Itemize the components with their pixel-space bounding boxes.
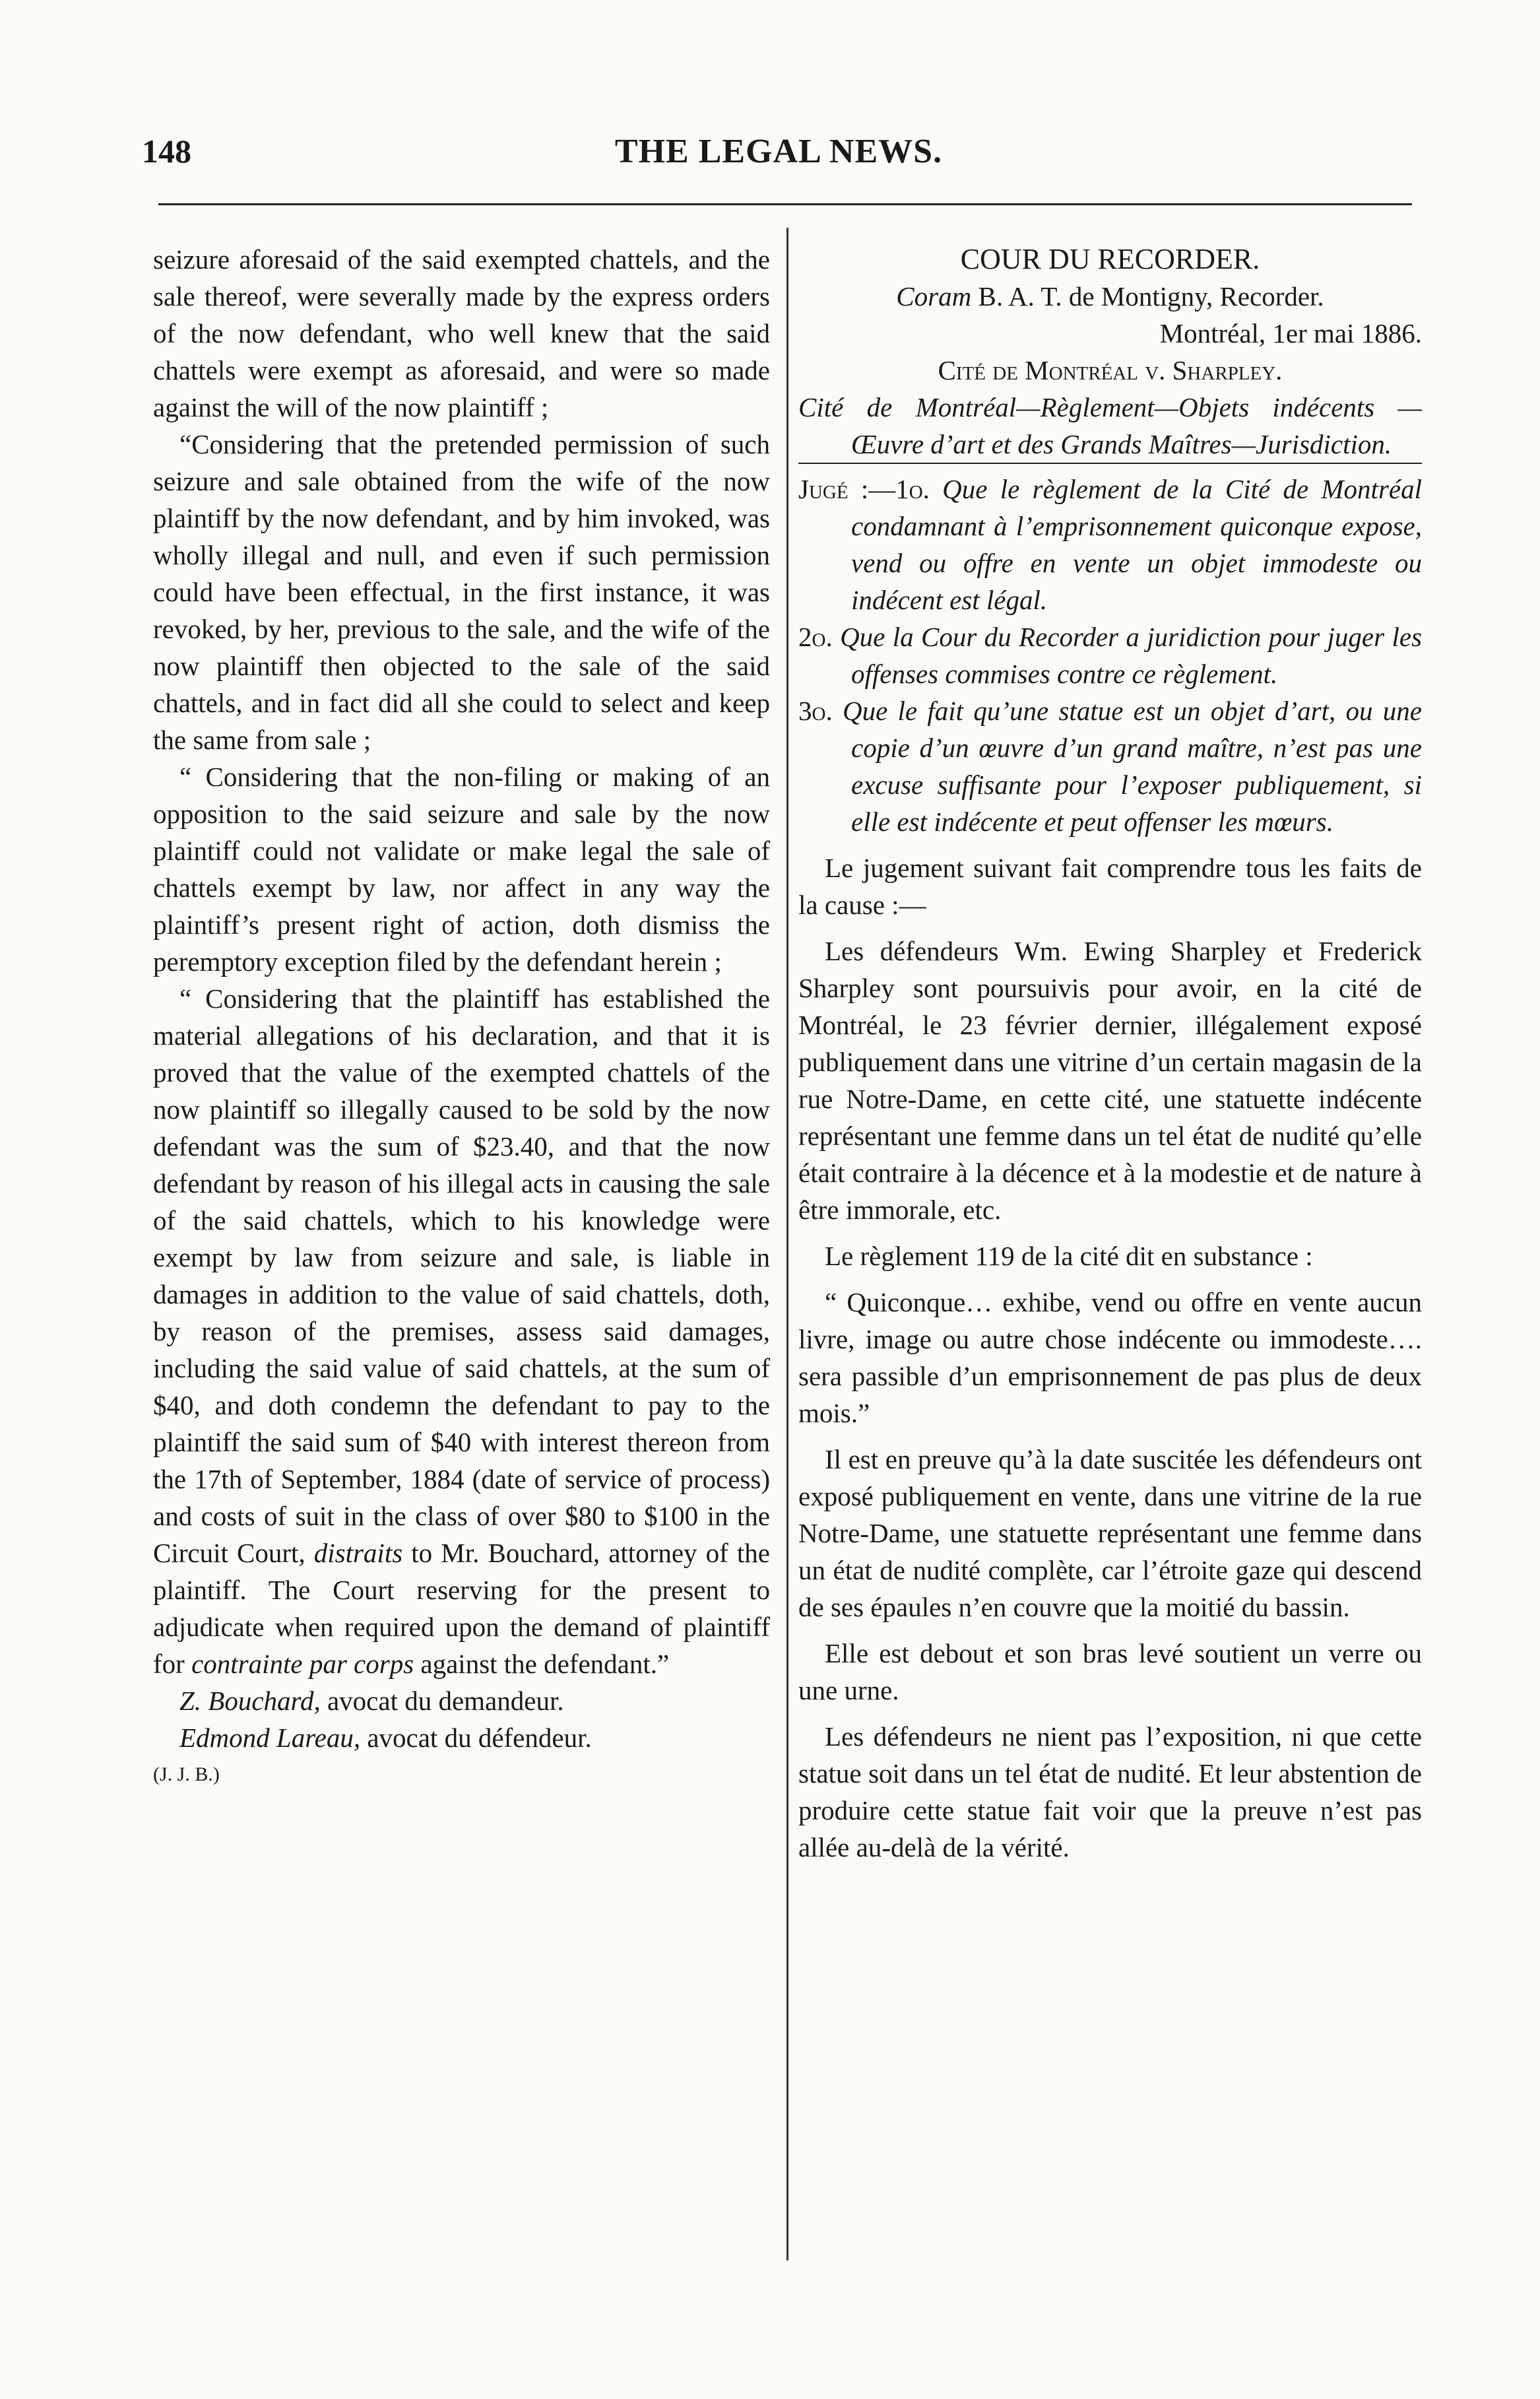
right-column bbox=[798, 241, 1422, 1866]
counsel-name: Z. Bouchard, bbox=[179, 1686, 321, 1716]
held-item bbox=[798, 463, 1422, 618]
held-text: Que le fait qu’une statue est un objet d’art, ou une copie d’un œuvre d’un grand maître, n’est pas une excuse suffisante pour l’exposer publiquement, si elle est indécente et peut offenser les mœurs. bbox=[842, 696, 1422, 837]
paragraph: Le règlement 119 de la cité dit en substance : bbox=[825, 1241, 1313, 1271]
judgment-text-1: “ Considering that the plaintiff has established the material allegations of his declaration, and that it is proved that the value of the exempted chattels of the now plaintiff so illegally caused to be sold by the now defendant was the sum of $23.40, and that the now defendant by reason of his illegal acts in causing the sale of the said chattels, which to his knowledge were exempt by law from seizure and sale, is liable in damages in addition to the value of said chattels, doth, by reason of the premises, assess said damages, including the said value of said chattels, at the sum of $40, and doth condemn the defendant to pay to the plaintiff the said sum of $40 with interest thereon from the 17th of September, 1884 (date of service of process) and costs of suit in the class of over $80 to $100 in the Circuit Court, bbox=[153, 983, 770, 1568]
quoted-bylaw: “ Quiconque… exhibe, vend ou offre en vente aucun livre, image ou autre chose indécente ou immodeste…. sera passible d’un emprisonnement de pas plus de deux mois.” bbox=[798, 1287, 1422, 1428]
column-divider bbox=[786, 228, 788, 2260]
header-rule bbox=[158, 203, 1412, 205]
left-column bbox=[153, 241, 770, 1793]
judgment-text-3: against the defendant.” bbox=[414, 1649, 670, 1679]
counsel-plaintiff bbox=[153, 1682, 770, 1719]
paragraph: Les défendeurs ne nient pas l’exposition, ni que cette statue soit dans un tel état de nudité. Et leur abstention de produire cette statue fait voir que la preuve n’est pas allée au-delà de la vérité. bbox=[798, 1721, 1422, 1862]
counsel-role: avocat du défendeur. bbox=[360, 1723, 592, 1753]
coram-rest: B. A. T. de Montigny, Recorder. bbox=[971, 281, 1324, 312]
paragraph: seizure aforesaid of the said exempted chattels, and the sale thereof, were severally made by the express orders of the now defendant, who well knew that the said chattels were exempt as aforesaid, and were so made against the will of the now plaintiff ; bbox=[153, 244, 770, 422]
held-label: 2o. bbox=[798, 622, 841, 652]
counsel-role: avocat du demandeur. bbox=[320, 1686, 564, 1716]
paragraph: Elle est debout et son bras levé soutient un verre ou une urne. bbox=[798, 1638, 1422, 1705]
held-text: Que la Cour du Recorder a juridiction pour juger les offenses commises contre ce règlement. bbox=[840, 622, 1422, 689]
held-text: Que le règlement de la Cité de Montréal condamnant à l’emprisonnement quiconque expose, vend ou offre en vente un objet immodeste ou indécent est légal. bbox=[851, 474, 1422, 615]
case-summary: Cité de Montréal—Règlement—Objets indécents —Œuvre d’art et des Grands Maîtres—Jurisdiction. bbox=[798, 392, 1422, 459]
paragraph: Le jugement suivant fait comprendre tous les faits de la cause :— bbox=[798, 853, 1422, 920]
judgment-text-2: to Mr. Bouchard, attorney of the plaintiff. The Court reserving for the present to adjudicate when required upon the demand of plaintiff for bbox=[153, 1538, 770, 1679]
reporter-initials: (J. J. B.) bbox=[153, 1763, 220, 1785]
paragraph: “Considering that the pretended permission of such seizure and sale obtained from the wife of the now plaintiff by the now defendant, and by him invoked, was wholly illegal and null, and even if such permission could have been effectual, in the first instance, it was revoked, by her, previous to the sale, and the wife of the now plaintiff then objected to the sale of the said chattels, and in fact did all she could to select and keep the same from sale ; bbox=[153, 429, 770, 755]
page-header bbox=[142, 132, 1415, 185]
distraits-term: distraits bbox=[313, 1538, 403, 1568]
case-parties: Cité de Montréal v. Sharpley. bbox=[938, 355, 1283, 385]
paragraph: “ Considering that the non-filing or making of an opposition to the said seizure and sale by the now plaintiff could not validate or make legal the sale of chattels exempt by law, nor affect in any way the plaintiff’s present right of action, doth dismiss the peremptory exception filed by the defendant herein ; bbox=[153, 762, 770, 977]
coram-line bbox=[798, 278, 1422, 315]
contrainte-term: contrainte par corps bbox=[191, 1649, 414, 1679]
held-label: 3o. bbox=[798, 696, 843, 726]
counsel-name: Edmond Lareau, bbox=[179, 1723, 361, 1753]
page-number: 148 bbox=[142, 133, 191, 170]
held-item bbox=[798, 692, 1422, 840]
judgment-paragraph bbox=[153, 980, 770, 1682]
held-label: Jugé :—1o. bbox=[798, 474, 943, 504]
coram-word: Coram bbox=[896, 281, 972, 312]
counsel-defendant bbox=[153, 1719, 770, 1756]
court-heading: COUR DU RECORDER. bbox=[960, 243, 1260, 275]
judgment-date: Montréal, 1er mai 1886. bbox=[1159, 318, 1422, 348]
held-item bbox=[798, 618, 1422, 692]
paragraph: Il est en preuve qu’à la date suscitée les défendeurs ont exposé publiquement en vente, dans une vitrine de la rue Notre-Dame, une statuette représentant une femme dans un état de nudité complète, car l’étroite gaze qui descend de ses épaules n’en couvre que la moitié du bassin. bbox=[798, 1444, 1422, 1622]
running-title: THE LEGAL NEWS. bbox=[614, 133, 943, 170]
paragraph: Les défendeurs Wm. Ewing Sharpley et Frederick Sharpley sont poursuivis pour avoir, en la cité de Montréal, le 23 février dernier, illégalement exposé publiquement dans une vitrine d’un certain magasin de la rue Notre-Dame, en cette cité, une statuette indécente représentant une femme dans un tel état de nudité qu’elle était contraire à la décence et à la modestie et de nature à être immorale, etc. bbox=[798, 936, 1422, 1225]
